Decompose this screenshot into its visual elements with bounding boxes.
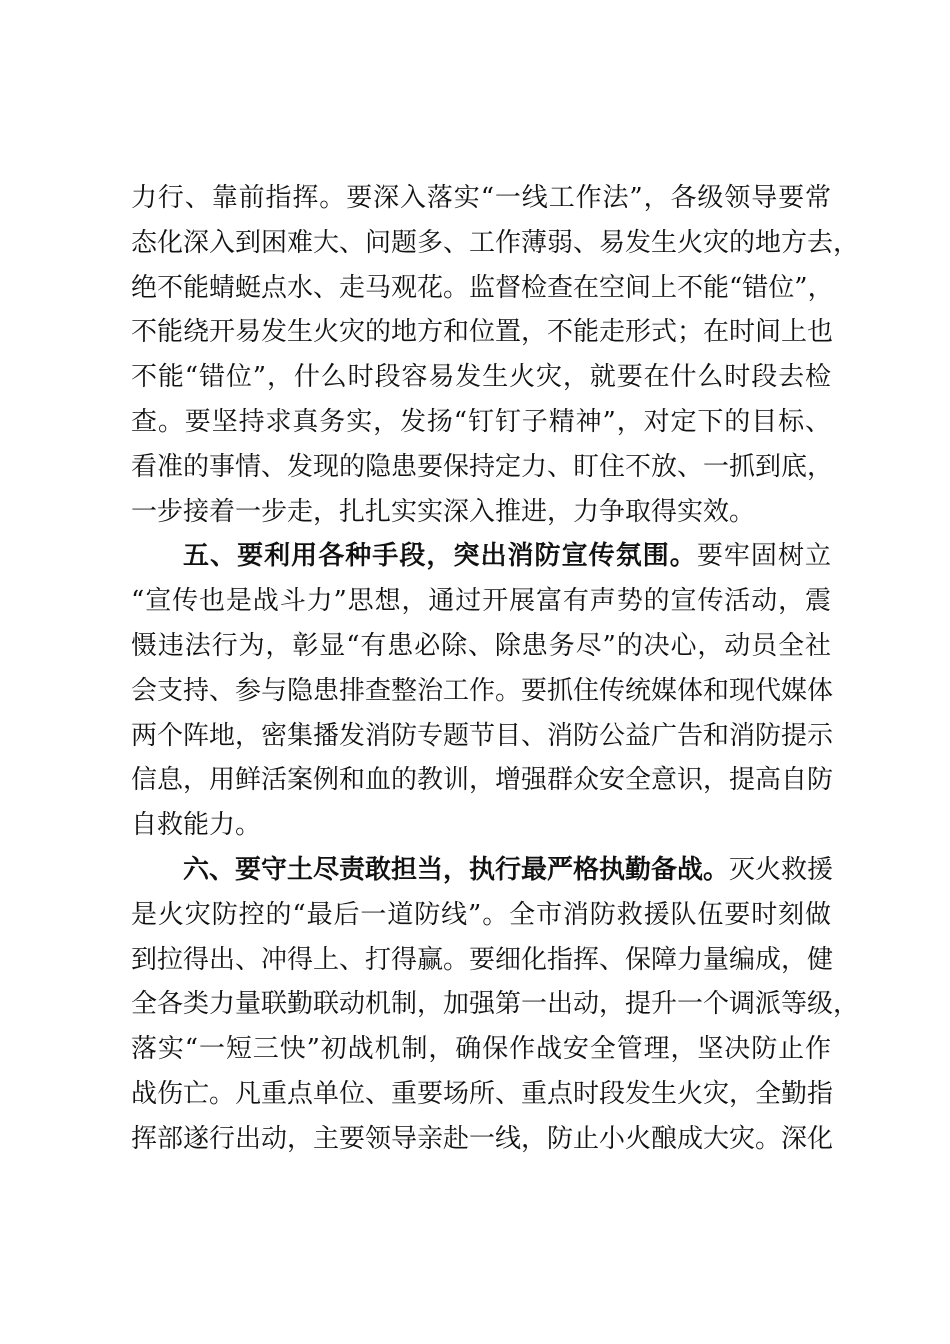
- paragraph-publicity: [131, 534, 834, 848]
- text-line: “宣传也是战斗力”思想，通过开展富有声势的宣传活动，震: [131, 586, 831, 617]
- text-line: 一步接着一步走，扎扎实实深入推进，力争取得实效。: [131, 496, 756, 527]
- text-line: 不能绕开易发生火灾的地方和位置，不能走形式；在时间上也: [131, 317, 834, 348]
- section-heading: 五、要利用各种手段，突出消防宣传氛围。: [183, 541, 697, 572]
- text-line: 两个阵地，密集播发消防专题节目、消防公益广告和消防提示: [131, 720, 834, 751]
- section-heading: 六、要守土尽责敢担当，执行最严格执勤备战。: [183, 854, 730, 885]
- text-line: 信息，用鲜活案例和血的教训，增强群众安全意识，提高自防: [131, 765, 834, 796]
- text-line: 力行、靠前指挥。要深入落实“一线工作法”，各级领导要常: [131, 183, 831, 213]
- text-line: 全各类力量联勤联动机制，加强第一出动，提升一个调派等级，: [131, 989, 860, 1020]
- text-line: 态化深入到困难大、问题多、工作薄弱、易发生火灾的地方去，: [131, 227, 860, 258]
- document-body: [131, 176, 860, 1162]
- paragraph-duty: [131, 848, 860, 1162]
- text-run: 灭火救援: [729, 854, 834, 885]
- text-line: 是火灾防控的“最后一道防线”。全市消防救援队伍要时刻做: [131, 899, 831, 930]
- text-line: 看准的事情、发现的隐患要保持定力、盯住不放、一抓到底，: [131, 451, 834, 482]
- paragraph-first-line: [131, 848, 834, 893]
- text-line: 挥部遂行出动，主要领导亲赴一线，防止小火酿成大灾。深化: [131, 1123, 834, 1154]
- text-line: 慑违法行为，彰显“有患必除、除患务尽”的决心，动员全社: [131, 630, 831, 661]
- text-line: 到拉得出、冲得上、打得赢。要细化指挥、保障力量编成，健: [131, 944, 834, 975]
- text-line: 不能“错位”，什么时段容易发生火灾，就要在什么时段去检: [131, 362, 831, 393]
- text-run: 要牢固树立: [696, 541, 831, 572]
- paragraph-commitment: [131, 176, 860, 534]
- paragraph-first-line: [131, 534, 831, 579]
- text-line: 落实“一短三快”初战机制，确保作战安全管理，坚决防止作: [131, 1034, 831, 1065]
- text-line: 会支持、参与隐患排查整治工作。要抓住传统媒体和现代媒体: [131, 675, 834, 706]
- text-line: 自救能力。: [131, 810, 262, 841]
- text-line: 战伤亡。凡重点单位、重要场所、重点时段发生火灾，全勤指: [131, 1078, 834, 1109]
- text-line: 绝不能蜻蜓点水、走马观花。监督检查在空间上不能“错位”，: [131, 272, 834, 303]
- text-line: 查。要坚持求真务实，发扬“钉钉子精神”，对定下的目标、: [131, 406, 831, 437]
